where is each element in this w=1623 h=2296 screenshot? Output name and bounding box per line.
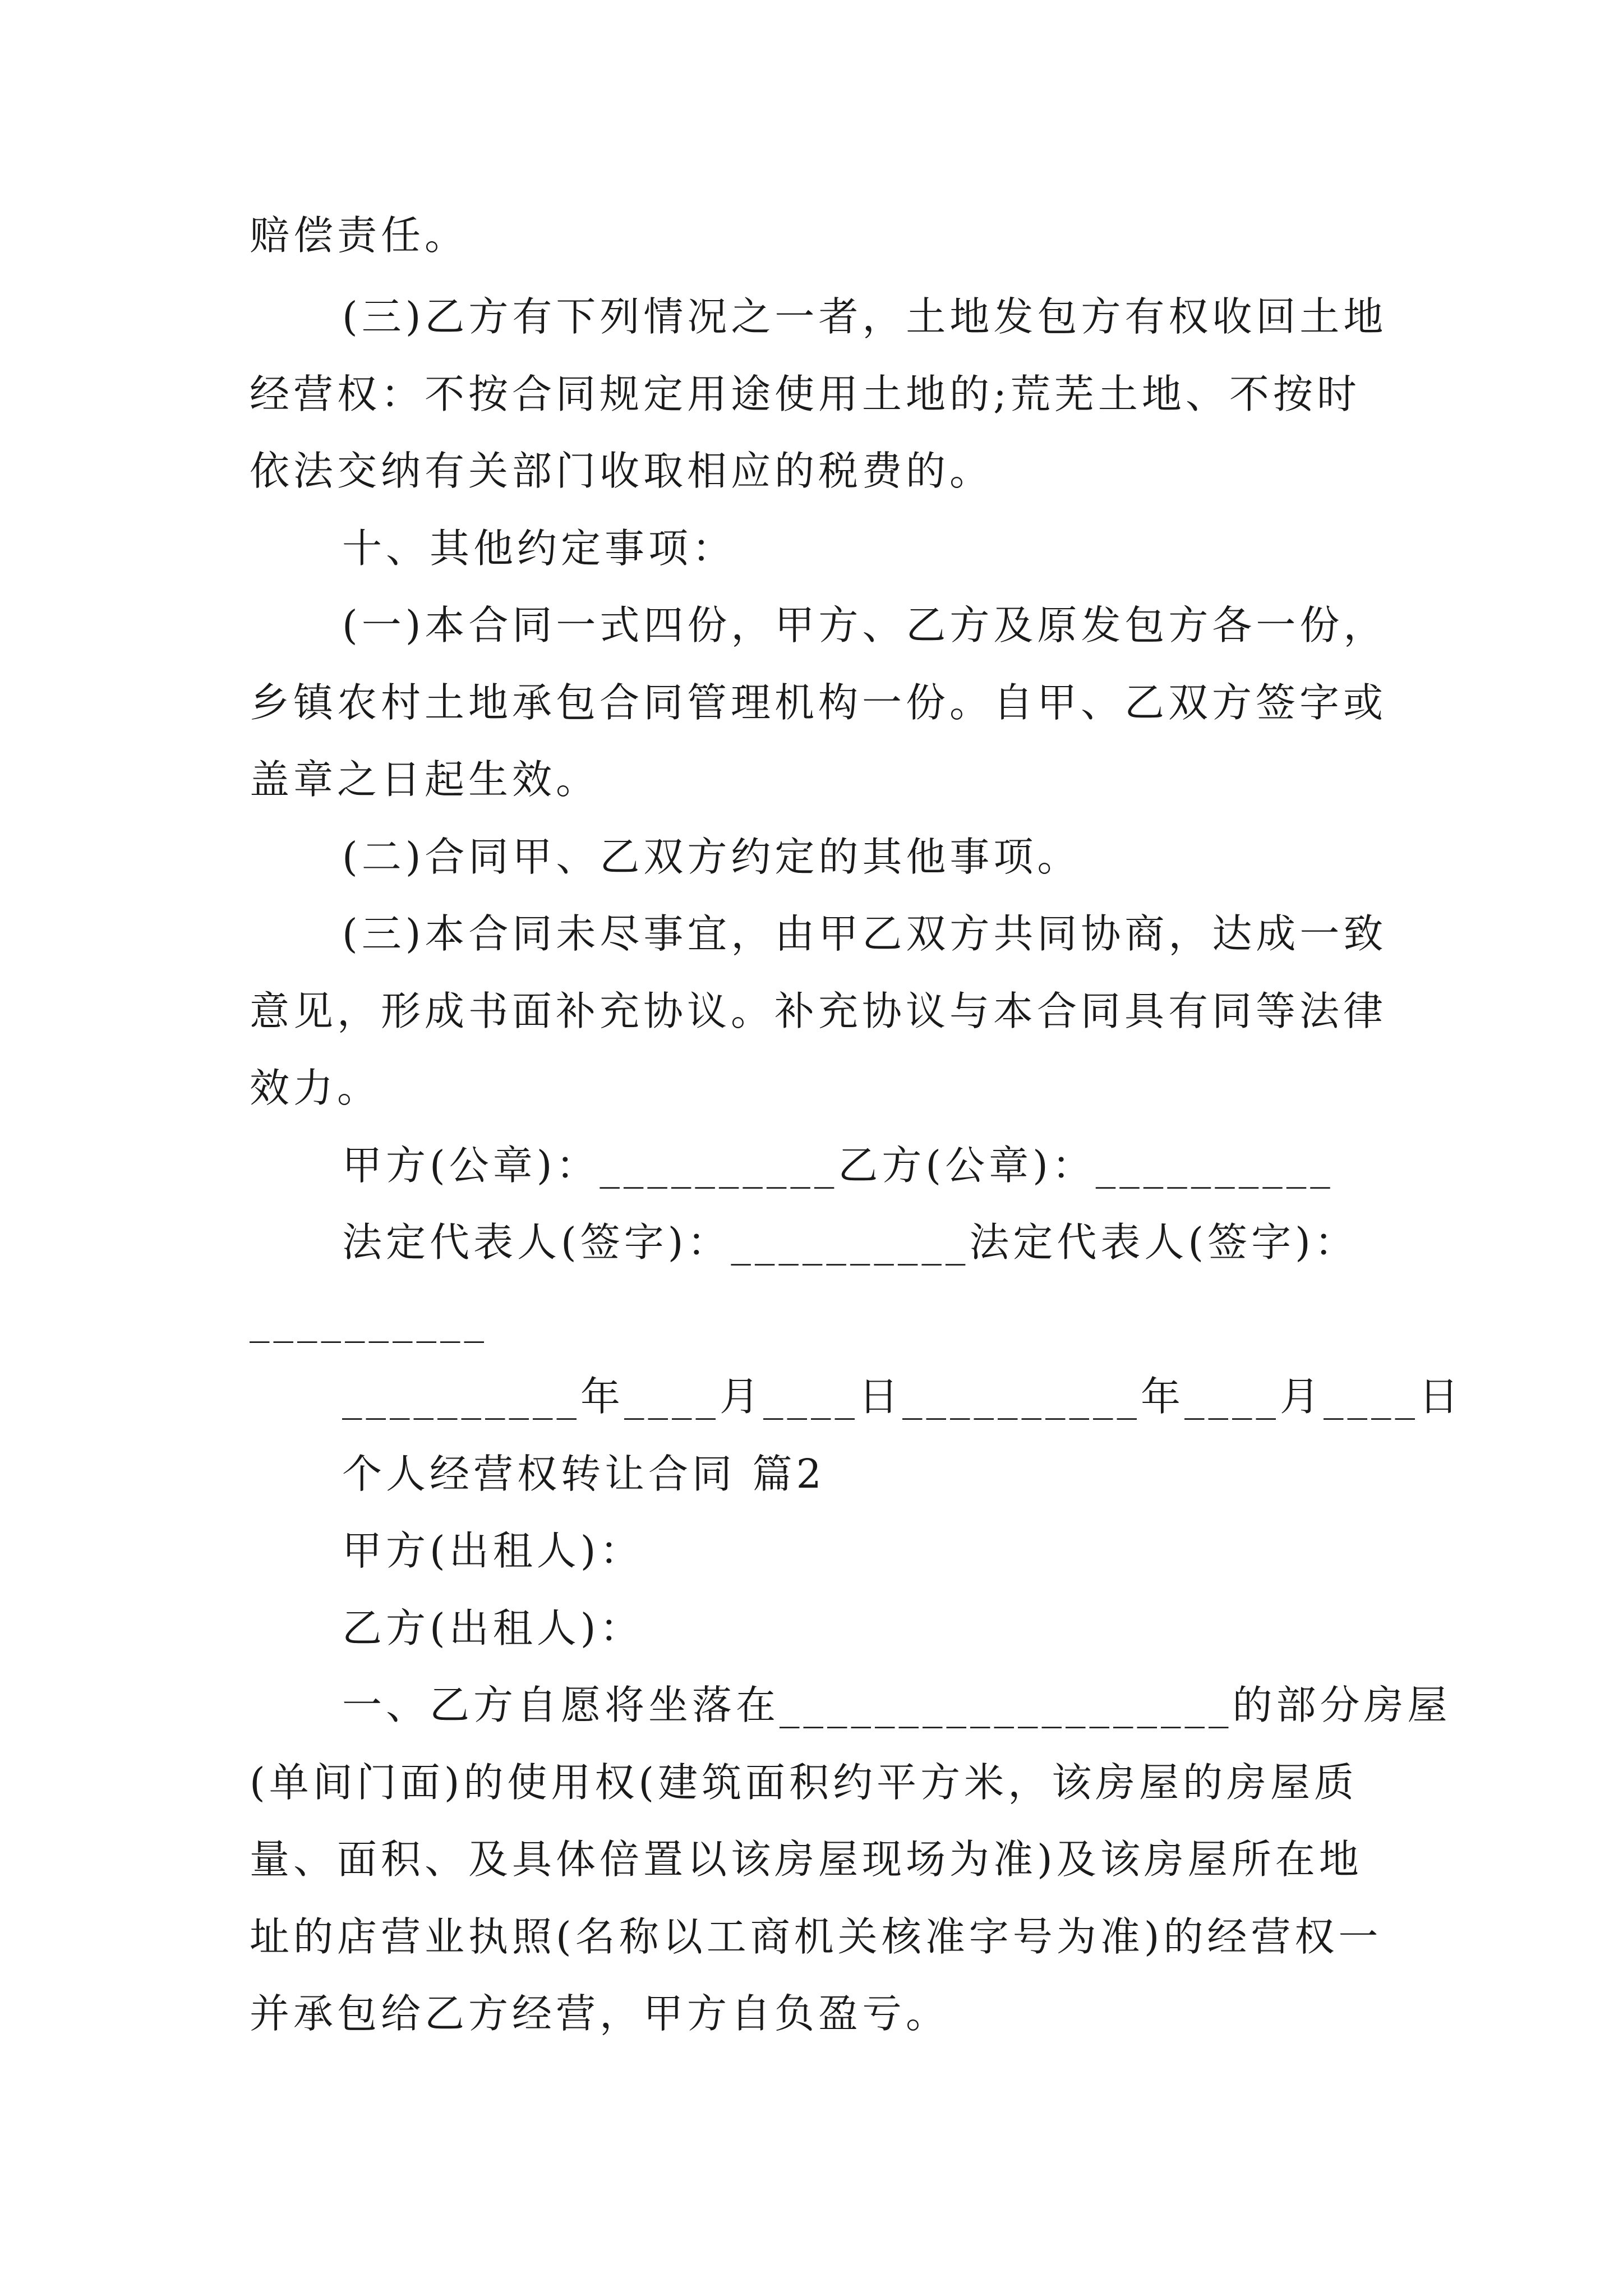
text-line: 乡镇农村土地承包合同管理机构一份。自甲、乙双方签字或 — [250, 679, 1387, 726]
text-line: (三)乙方有下列情况之一者，土地发包方有权收回土地 — [342, 293, 1387, 340]
text-line: 意见，形成书面补充协议。补充协议与本合同具有同等法律 — [250, 988, 1387, 1034]
section-heading: 十、其他约定事项： — [342, 525, 736, 572]
text-line: 效力。 — [250, 1065, 381, 1111]
contract-title: 个人经营权转让合同 篇2 — [342, 1451, 826, 1497]
text-line: (单间门面)的使用权(建筑面积约平方米，该房屋的房屋质 — [250, 1759, 1358, 1806]
text-line: 盖章之日起生效。 — [250, 756, 600, 803]
party-line: 甲方(出租人)： — [342, 1527, 644, 1574]
text-line: 依法交纳有关部门收取相应的税费的。 — [250, 448, 994, 494]
text-line: 一、乙方自愿将坐落在___________________的部分房屋 — [342, 1682, 1451, 1728]
text-line: (二)合同甲、乙双方约定的其他事项。 — [342, 834, 1081, 880]
text-line: 赔偿责任。 — [250, 212, 469, 259]
signature-line: 法定代表人(签字)：__________法定代表人(签字)： — [342, 1219, 1358, 1266]
text-line: 量、面积、及具体倍置以该房屋现场为准)及该房屋所在地 — [250, 1836, 1363, 1883]
text-line: 并承包给乙方经营，甲方自负盈亏。 — [250, 1990, 950, 2037]
text-line: (三)本合同未尽事宜，由甲乙双方共同协商，达成一致 — [342, 910, 1387, 957]
text-line: 经营权：不按合同规定用途使用土地的;荒芜土地、不按时 — [250, 371, 1361, 417]
signature-blank: __________ — [250, 1296, 488, 1343]
signature-line: 甲方(公章)：__________乙方(公章)：__________ — [342, 1142, 1334, 1189]
text-line: (一)本合同一式四份，甲方、乙方及原发包方各一份， — [342, 602, 1387, 648]
text-line: 址的店营业执照(名称以工商机关核准字号为准)的经营权一 — [250, 1913, 1382, 1960]
party-line: 乙方(出租人)： — [342, 1605, 644, 1651]
date-line: __________年____月____日__________年____月____日 — [342, 1373, 1463, 1420]
